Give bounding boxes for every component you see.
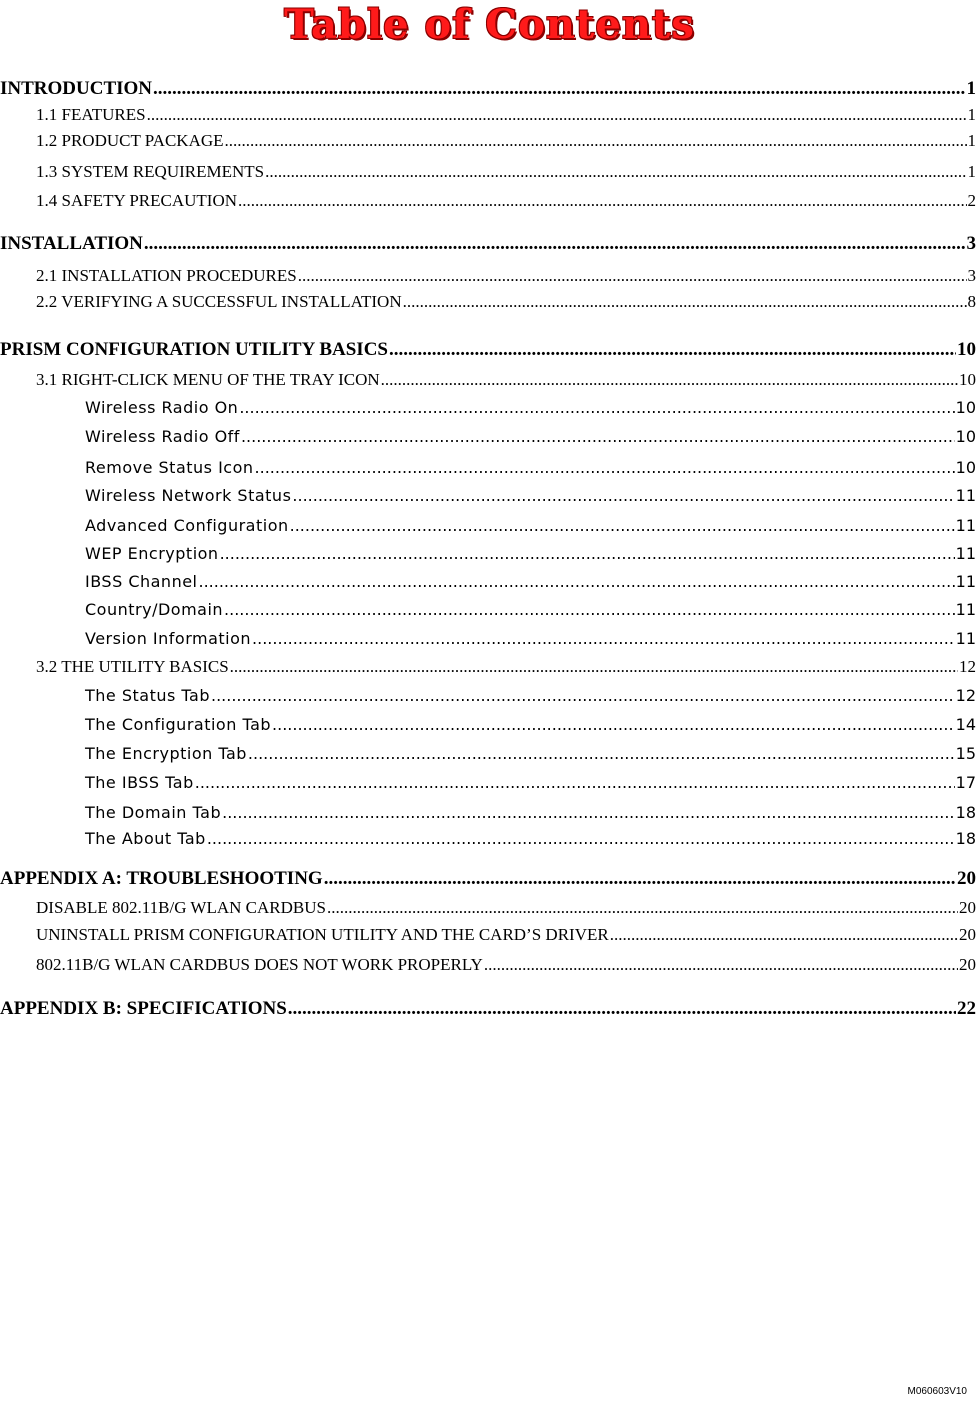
toc-leader-dots (230, 657, 958, 677)
toc-entry-utility-basics[interactable] (0, 657, 979, 677)
toc-leader-dots (195, 773, 955, 792)
toc-entry-installation[interactable] (0, 233, 979, 255)
toc-entry-page: 11 (955, 516, 976, 535)
toc-entry-appendix-b[interactable] (0, 998, 979, 1020)
toc-entry-configuration-tab[interactable] (0, 715, 979, 734)
toc-leader-dots (265, 162, 966, 182)
toc-entry-safety-precaution[interactable] (0, 191, 979, 211)
toc-entry-label: UNINSTALL PRISM CONFIGURATION UTILITY AND THE CARD’S DRIVER (36, 925, 609, 944)
toc-entry-page: 10 (955, 427, 976, 446)
toc-leader-dots (144, 233, 966, 255)
toc-entry-label: INTRODUCTION (0, 78, 153, 99)
toc-entry-verifying-installation[interactable] (0, 292, 979, 312)
toc-entry-page: 11 (955, 600, 976, 619)
toc-leader-dots (225, 131, 967, 151)
toc-entry-page: 1 (967, 105, 976, 124)
toc-entry-label: Wireless Radio On (85, 398, 239, 417)
toc-leader-dots (248, 744, 955, 763)
toc-entry-disable-cardbus[interactable] (0, 898, 979, 918)
toc-leader-dots (389, 339, 956, 361)
toc-leader-dots (153, 78, 965, 100)
toc-entry-label: The About Tab (85, 829, 206, 848)
toc-entry-page: 1 (967, 131, 976, 150)
toc-leader-dots (224, 600, 955, 619)
toc-entry-label: The Encryption Tab (85, 744, 247, 763)
toc-entry-label: WEP Encryption (85, 544, 219, 563)
toc-leader-dots (298, 266, 967, 286)
toc-entry-features[interactable] (0, 105, 979, 125)
toc-entry-label: 802.11B/G WLAN CARDBUS DOES NOT WORK PROPERLY (36, 955, 483, 974)
toc-entry-about-tab[interactable] (0, 829, 979, 848)
toc-entry-page: 20 (959, 925, 976, 944)
toc-entry-label: INSTALLATION (0, 233, 143, 254)
toc-entry-version-information[interactable] (0, 629, 979, 648)
toc-entry-page: 18 (955, 803, 976, 822)
toc-leader-dots (255, 458, 955, 477)
toc-leader-dots (220, 544, 955, 563)
toc-entry-page: 10 (957, 339, 976, 360)
toc-leader-dots (147, 105, 967, 125)
toc-leader-dots (272, 715, 955, 734)
toc-entry-label: Advanced Configuration (85, 516, 289, 535)
toc-leader-dots (288, 998, 956, 1020)
toc-leader-dots (403, 292, 967, 312)
toc-entry-label: APPENDIX B: SPECIFICATIONS (0, 998, 287, 1019)
toc-leader-dots (199, 572, 955, 591)
toc-entry-ibss-tab[interactable] (0, 773, 979, 792)
toc-entry-page: 11 (955, 544, 976, 563)
toc-leader-dots (484, 955, 958, 975)
toc-entry-page: 11 (955, 572, 976, 591)
toc-entry-label: 1.2 PRODUCT PACKAGE (36, 131, 224, 150)
toc-leader-dots (290, 516, 955, 535)
toc-entry-label: The Configuration Tab (85, 715, 272, 734)
toc-entry-label: The Status Tab (85, 686, 210, 705)
toc-entry-label: Version Information (85, 629, 252, 648)
toc-entry-page: 1 (966, 78, 976, 99)
toc-leader-dots (207, 829, 955, 848)
toc-entry-prism-basics[interactable] (0, 339, 979, 361)
toc-entry-page: 8 (967, 292, 976, 311)
toc-entry-page: 18 (955, 829, 976, 848)
toc-entry-label: 2.1 INSTALLATION PROCEDURES (36, 266, 297, 285)
toc-entry-domain-tab[interactable] (0, 803, 979, 822)
toc-leader-dots (238, 191, 966, 211)
toc-entry-status-tab[interactable] (0, 686, 979, 705)
toc-entry-page: 20 (959, 898, 976, 917)
toc-entry-page: 3 (966, 233, 976, 254)
toc-entry-country-domain[interactable] (0, 600, 979, 619)
toc-entry-page: 11 (955, 486, 976, 505)
toc-entry-page: 20 (957, 868, 976, 889)
toc-entry-ibss-channel[interactable] (0, 572, 979, 591)
toc-leader-dots (381, 370, 958, 390)
toc-entry-label: Country/Domain (85, 600, 224, 619)
toc-leader-dots (324, 868, 956, 890)
toc-entry-page: 14 (955, 715, 976, 734)
toc-leader-dots (211, 686, 955, 705)
toc-entry-encryption-tab[interactable] (0, 744, 979, 763)
toc-entry-label: The Domain Tab (85, 803, 222, 822)
toc-entry-installation-procedures[interactable] (0, 266, 979, 286)
toc-leader-dots (241, 427, 955, 446)
document-code: M060603V10 (907, 1386, 967, 1397)
toc-entry-system-requirements[interactable] (0, 162, 979, 182)
toc-entry-label: Wireless Network Status (85, 486, 292, 505)
toc-entry-label: PRISM CONFIGURATION UTILITY BASICS (0, 339, 388, 360)
toc-entry-label: Remove Status Icon (85, 458, 254, 477)
toc-entry-label: 1.4 SAFETY PRECAUTION (36, 191, 238, 210)
toc-entry-page: 10 (955, 398, 976, 417)
toc-entry-label: 3.2 THE UTILITY BASICS (36, 657, 229, 676)
toc-entry-page: 1 (967, 162, 976, 181)
toc-leader-dots (292, 486, 954, 505)
toc-entry-label: IBSS Channel (85, 572, 198, 591)
toc-entry-wireless-radio-off[interactable] (0, 427, 979, 446)
toc-entry-wireless-radio-on[interactable] (0, 398, 979, 417)
toc-entry-page: 2 (967, 191, 976, 210)
toc-entry-page: 12 (955, 686, 976, 705)
toc-entry-remove-status-icon[interactable] (0, 458, 979, 477)
toc-entry-page: 12 (959, 657, 976, 676)
toc-entry-appendix-a[interactable] (0, 868, 979, 890)
toc-entry-page: 20 (959, 955, 976, 974)
toc-leader-dots (252, 629, 955, 648)
toc-leader-dots (327, 898, 958, 918)
toc-leader-dots (610, 925, 958, 945)
toc-leader-dots (239, 398, 954, 417)
toc-entry-page: 17 (955, 773, 976, 792)
toc-entry-label: The IBSS Tab (85, 773, 194, 792)
toc-entry-page: 10 (959, 370, 976, 389)
page-title: Table of Contents (284, 1, 695, 48)
toc-entry-page: 10 (955, 458, 976, 477)
toc-entry-right-click-menu[interactable] (0, 370, 979, 390)
toc-entry-page: 11 (955, 629, 976, 648)
toc-entry-advanced-configuration[interactable] (0, 516, 979, 535)
toc-entry-uninstall-utility[interactable] (0, 925, 979, 945)
toc-entry-label: DISABLE 802.11B/G WLAN CARDBUS (36, 898, 326, 917)
toc-entry-page: 3 (967, 266, 976, 285)
toc-entry-label: Wireless Radio Off (85, 427, 240, 446)
toc-entry-wep-encryption[interactable] (0, 544, 979, 563)
toc-entry-introduction[interactable] (0, 78, 979, 100)
toc-entry-wireless-network-status[interactable] (0, 486, 979, 505)
toc-entry-label: 3.1 RIGHT-CLICK MENU OF THE TRAY ICON (36, 370, 380, 389)
toc-entry-product-package[interactable] (0, 131, 979, 151)
toc-entry-label: 2.2 VERIFYING A SUCCESSFUL INSTALLATION (36, 292, 402, 311)
toc-entry-label: APPENDIX A: TROUBLESHOOTING (0, 868, 323, 889)
toc-entry-cardbus-not-working[interactable] (0, 955, 979, 975)
toc-entry-label: 1.1 FEATURES (36, 105, 146, 124)
toc-entry-page: 22 (957, 998, 976, 1019)
toc-entry-label: 1.3 SYSTEM REQUIREMENTS (36, 162, 265, 181)
toc-leader-dots (222, 803, 955, 822)
toc-entry-page: 15 (955, 744, 976, 763)
